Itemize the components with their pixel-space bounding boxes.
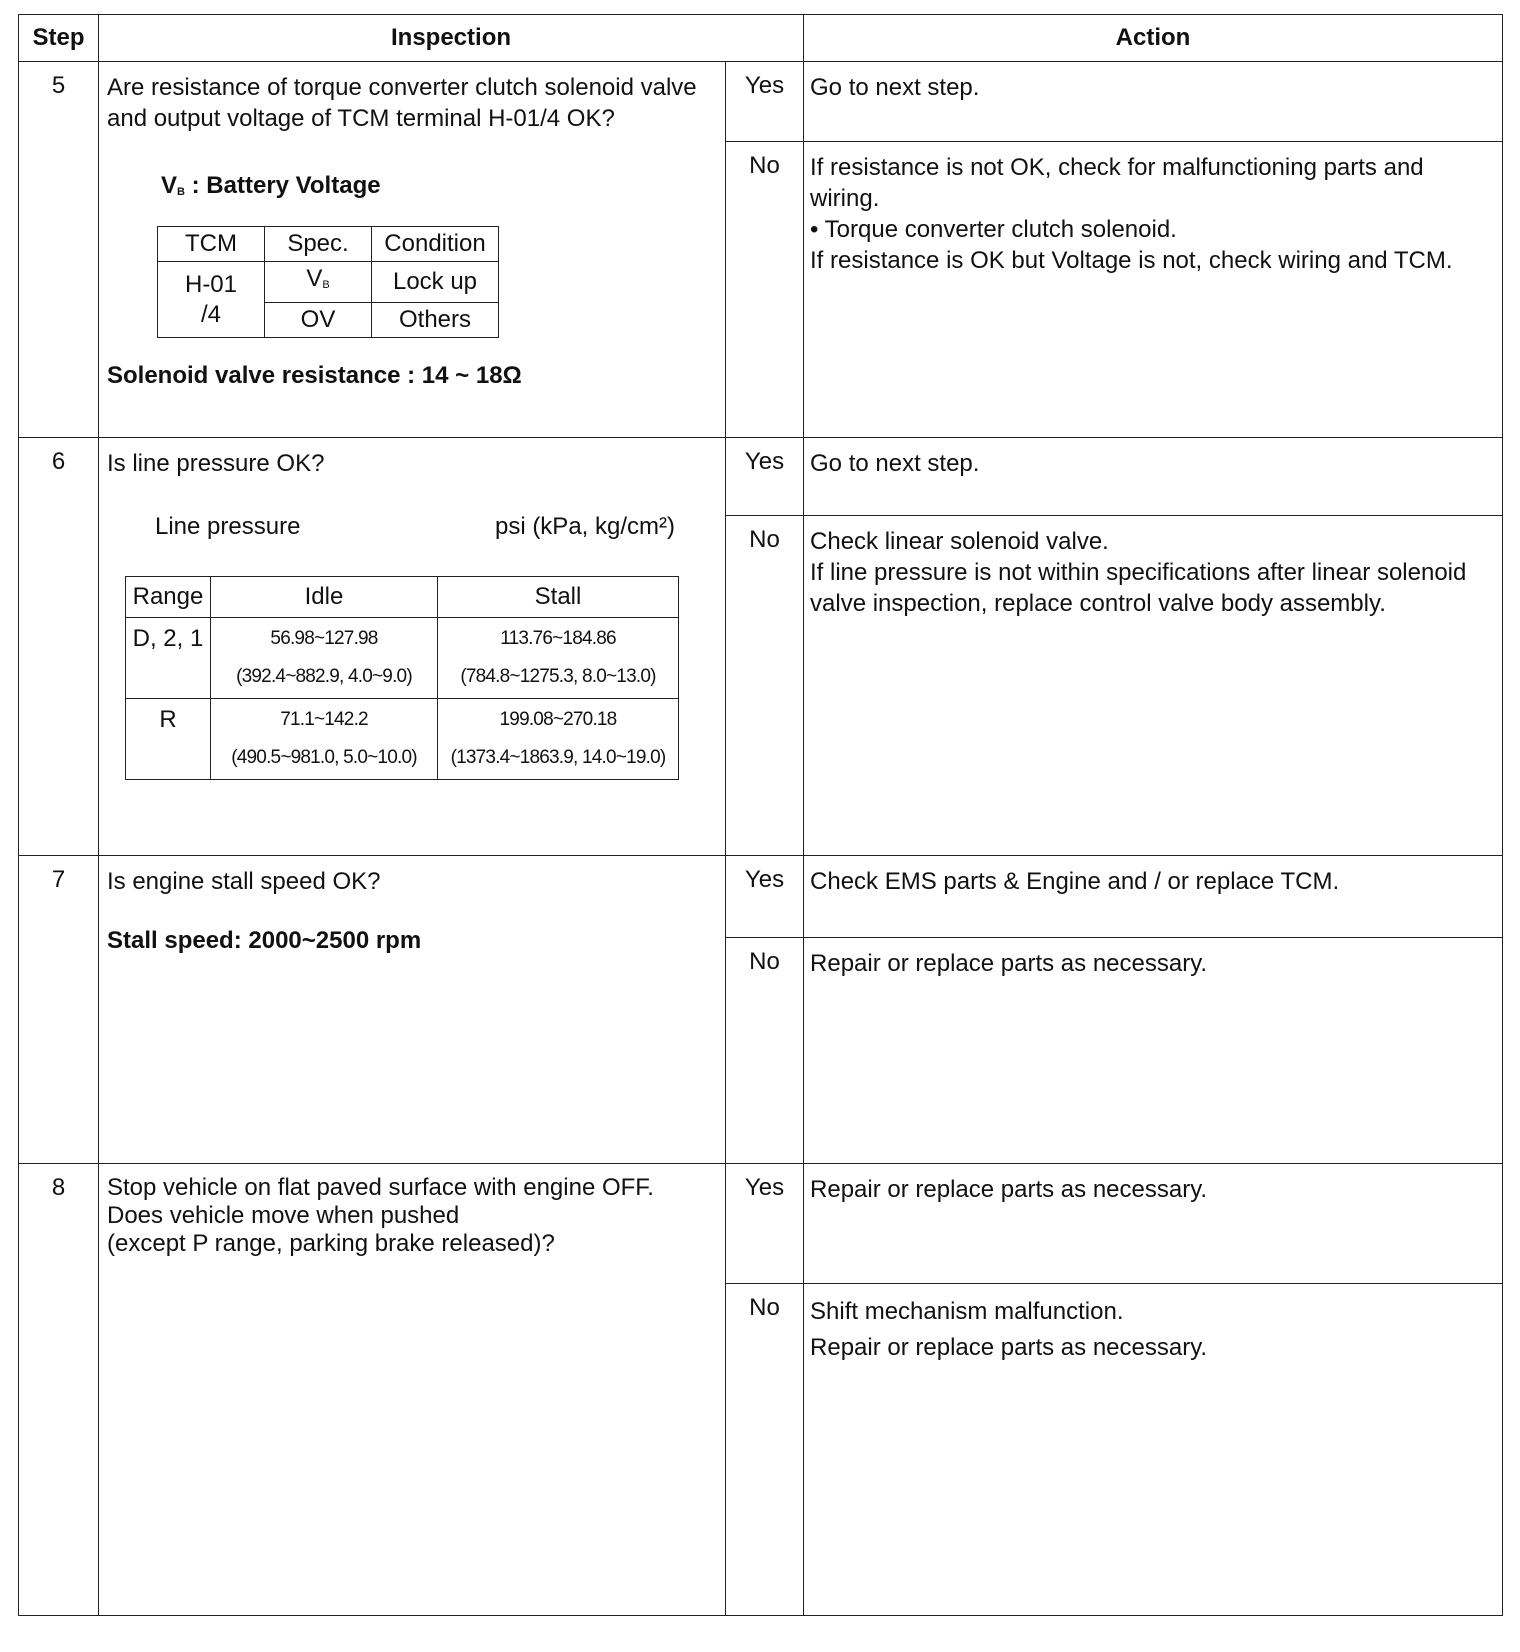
vb-legend: [161, 170, 717, 208]
tcm-header: TCM: [158, 227, 265, 262]
stall-cell: 199.08~270.18 (1373.4~1863.9, 14.0~19.0): [438, 699, 679, 780]
line-pressure-units: psi (kPa, kg/cm²): [494, 513, 675, 540]
condition-lockup: Lock up: [372, 262, 499, 303]
no-action-line: Shift mechanism malfunction.: [810, 1298, 1124, 1325]
no-action-line: If resistance is OK but Voltage is not, check wiring and TCM.: [810, 247, 1453, 274]
step-8-question-line: Does vehicle move when pushed: [107, 1202, 460, 1229]
idle-cell: 56.98~127.98 (392.4~882.9, 4.0~9.0): [211, 618, 438, 699]
no-label: No: [726, 938, 804, 1164]
tcm-spec-table: [157, 226, 499, 338]
no-action: [804, 142, 1503, 438]
range-cell: D, 2, 1: [126, 618, 211, 699]
line-pressure-label: Line pressure: [155, 513, 301, 540]
no-action-line: Check linear solenoid valve.: [810, 528, 1109, 555]
yes-label: Yes: [726, 62, 804, 142]
terminal-line-2: /4: [200, 300, 221, 328]
tcm-terminal: [158, 262, 265, 338]
vb-label: : Battery Voltage: [191, 172, 381, 199]
no-label: No: [726, 516, 804, 856]
step-6-question: Is line pressure OK?: [107, 450, 325, 477]
spec-ov: OV: [265, 303, 372, 338]
step-8-question-line: (except P range, parking brake released)?: [107, 1230, 555, 1257]
spec-vb: VB: [265, 262, 372, 303]
step-number: 8: [19, 1164, 99, 1616]
step-5-inspection: [99, 62, 726, 438]
header-action: Action: [804, 15, 1503, 62]
stall-cell: 113.76~184.86 (784.8~1275.3, 8.0~13.0): [438, 618, 679, 699]
range-header: Range: [126, 577, 211, 618]
no-action: Repair or replace parts as necessary.: [804, 938, 1503, 1164]
spec-header: Spec.: [265, 227, 372, 262]
no-action-line: If line pressure is not within specifications after linear solenoid valve inspection, replace control valve body assembly.: [810, 559, 1467, 617]
step-6-inspection: [99, 438, 726, 856]
step-number: 6: [19, 438, 99, 856]
step-5-question: Are resistance of torque converter clutch solenoid valve and output voltage of TCM terminal H-01/4 OK?: [107, 74, 697, 132]
vb-subscript: B: [177, 186, 185, 198]
step-6-yes-row: [19, 438, 1503, 516]
idle-cell: 71.1~142.2 (490.5~981.0, 5.0~10.0): [211, 699, 438, 780]
step-7-yes-row: [19, 856, 1503, 938]
no-action-line: Repair or replace parts as necessary.: [810, 1334, 1208, 1361]
yes-action: Go to next step.: [804, 438, 1503, 516]
line-pressure-heading: [155, 511, 675, 542]
yes-label: Yes: [726, 438, 804, 516]
diagnostic-table: [18, 14, 1503, 1616]
yes-action: Check EMS parts & Engine and / or replace TCM.: [804, 856, 1503, 938]
step-8-question-line: Stop vehicle on flat paved surface with engine OFF.: [107, 1174, 654, 1201]
resistance-spec: Solenoid valve resistance : 14 ~ 18Ω: [107, 362, 522, 389]
yes-action: Go to next step.: [804, 62, 1503, 142]
line-pressure-table: [125, 576, 679, 780]
header-step: Step: [19, 15, 99, 62]
header-inspection: Inspection: [99, 15, 804, 62]
no-label: No: [726, 1284, 804, 1616]
step-5-yes-row: [19, 62, 1503, 142]
no-action-bullet: • Torque converter clutch solenoid.: [810, 216, 1177, 243]
condition-others: Others: [372, 303, 499, 338]
vb-symbol: V: [161, 172, 178, 199]
header-row: [19, 15, 1503, 62]
step-number: 7: [19, 856, 99, 1164]
yes-label: Yes: [726, 856, 804, 938]
no-label: No: [726, 142, 804, 438]
step-number: 5: [19, 62, 99, 438]
stall-speed-spec: Stall speed: 2000~2500 rpm: [107, 927, 422, 954]
step-8-yes-row: [19, 1164, 1503, 1284]
step-7-inspection: [99, 856, 726, 1164]
condition-header: Condition: [372, 227, 499, 262]
yes-label: Yes: [726, 1164, 804, 1284]
step-8-inspection: [99, 1164, 726, 1616]
idle-header: Idle: [211, 577, 438, 618]
range-cell: R: [126, 699, 211, 780]
no-action: [804, 1284, 1503, 1616]
no-action-line: If resistance is not OK, check for malfunctioning parts and wiring.: [810, 154, 1424, 212]
step-7-question: Is engine stall speed OK?: [107, 868, 381, 895]
terminal-line-1: H-01: [184, 270, 238, 298]
no-action: [804, 516, 1503, 856]
stall-header: Stall: [438, 577, 679, 618]
yes-action: Repair or replace parts as necessary.: [804, 1164, 1503, 1284]
